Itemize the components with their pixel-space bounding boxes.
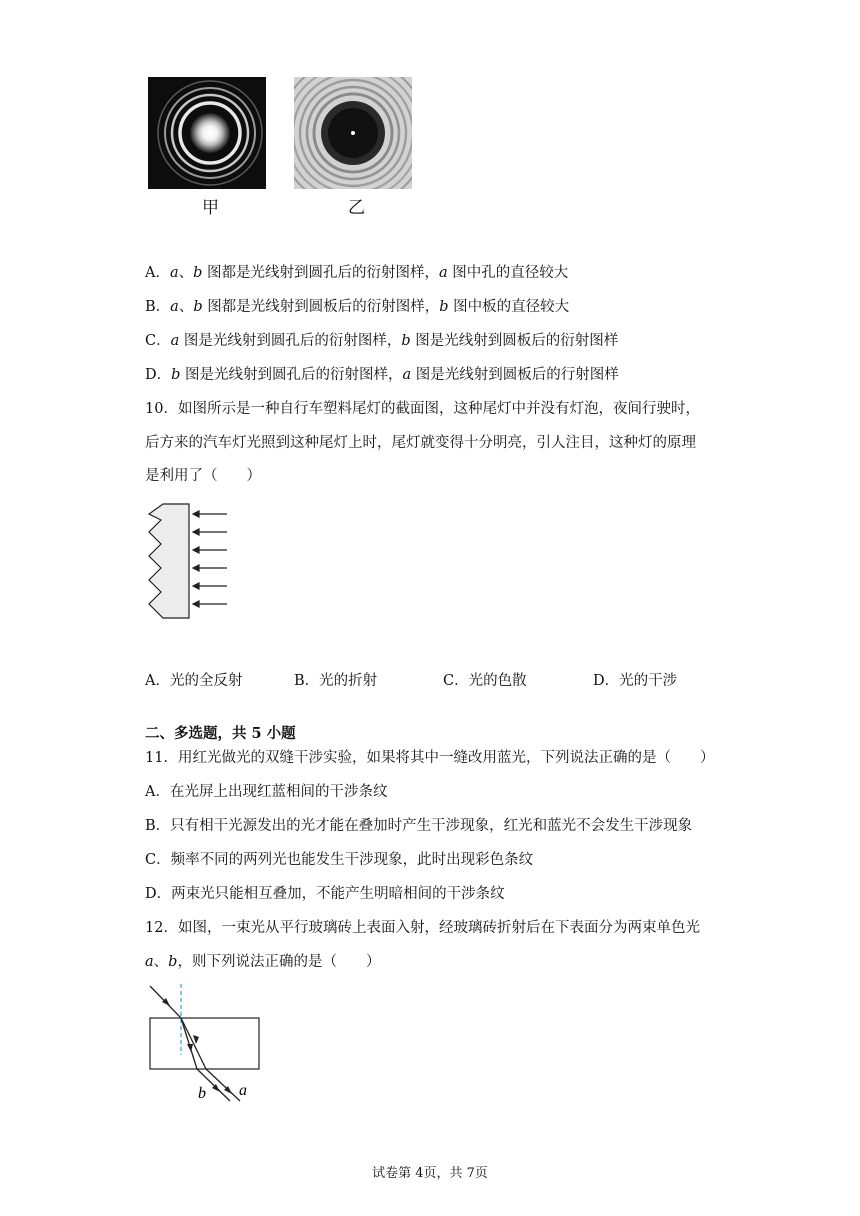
q11-option-b: B．只有相干光源发出的光才能在叠加时产生干涉现象，红光和蓝光不会发生干涉现象 bbox=[145, 818, 693, 834]
q11-option-c: C．频率不同的两列光也能发生干涉现象，此时出现彩色条纹 bbox=[145, 852, 534, 868]
q10-option-a: A．光的全反射 bbox=[145, 673, 243, 689]
q9-option-c: C．a 图是光线射到圆孔后的衍射图样，b 图是光线射到圆板后的衍射图样 bbox=[145, 333, 619, 349]
q11-stem: 11．用红光做光的双缝干涉实验，如果将其中一缝改用蓝光，下列说法正确的是（ ） bbox=[145, 750, 715, 766]
q9-option-a: A．a、b 图都是光线射到圆孔后的衍射图样，a 图中孔的直径较大 bbox=[145, 265, 569, 281]
page-footer: 试卷第 4页，共 7页 bbox=[372, 1166, 488, 1181]
diffraction-pattern-yi bbox=[294, 77, 412, 189]
q12-stem-line1: 12．如图，一束光从平行玻璃砖上表面入射，经玻璃砖折射后在下表面分为两束单色光 bbox=[145, 920, 700, 936]
ray-label-b: b bbox=[198, 1085, 206, 1102]
diffraction-figure bbox=[148, 77, 413, 217]
label-jia: 甲 bbox=[202, 198, 219, 218]
section-heading: 二、多选题，共 5 小题 bbox=[145, 725, 296, 742]
q11-option-d: D．两束光只能相互叠加，不能产生明暗相间的干涉条纹 bbox=[145, 886, 505, 902]
glass-slab bbox=[150, 1018, 259, 1069]
q10-stem-line3: 是利用了（ ） bbox=[145, 468, 261, 484]
taillight-cross-section bbox=[149, 504, 189, 618]
q9-option-d: D．b 图是光线射到圆孔后的衍射图样，a 图是光线射到圆板后的行射图样 bbox=[145, 367, 619, 383]
diffraction-pattern-jia bbox=[148, 77, 266, 189]
taillight-figure bbox=[143, 500, 235, 625]
q9-option-b: B．a、b 图都是光线射到圆板后的衍射图样，b 图中板的直径较大 bbox=[145, 299, 570, 315]
q10-option-c: C．光的色散 bbox=[443, 673, 527, 689]
glass-slab-figure bbox=[140, 980, 270, 1105]
q11-option-a: A．在光屏上出现红蓝相间的干涉条纹 bbox=[145, 784, 388, 800]
incoming-light-arrows bbox=[193, 511, 227, 607]
q12-stem-line2: a、b，则下列说法正确的是（ ） bbox=[145, 954, 381, 970]
label-yi: 乙 bbox=[348, 198, 365, 218]
q10-option-d: D．光的干涉 bbox=[593, 673, 678, 689]
q10-stem-line2: 后方来的汽车灯光照到这种尾灯上时，尾灯就变得十分明亮，引人注目，这种灯的原理 bbox=[145, 435, 696, 451]
q10-stem-line1: 10．如图所示是一种自行车塑料尾灯的截面图，这种尾灯中并没有灯泡，夜间行驶时， bbox=[145, 401, 700, 417]
q10-option-b: B．光的折射 bbox=[294, 673, 378, 689]
ray-label-a: a bbox=[239, 1082, 247, 1099]
